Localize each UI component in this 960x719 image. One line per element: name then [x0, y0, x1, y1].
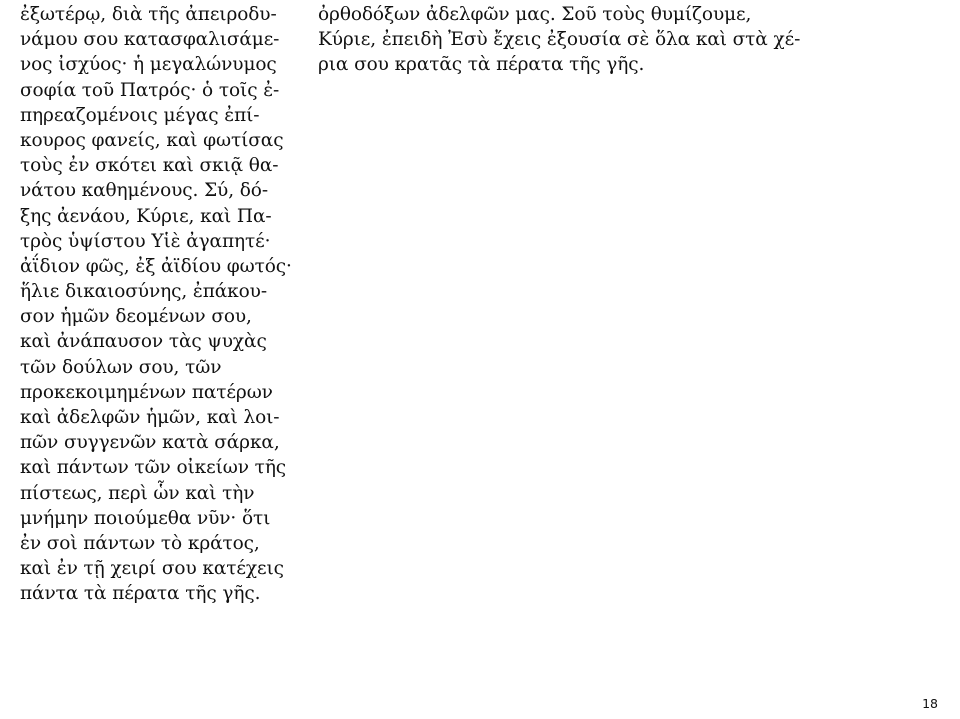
text-line: καὶ ἐν τῇ χειρί σου κατέχεις [20, 558, 284, 580]
page-number: 18 [922, 696, 938, 711]
text-line: ἐξωτέρῳ, διὰ τῆς ἀπειροδυ- [20, 4, 277, 25]
text-line: πίστεως, περὶ ὧν καὶ τὴν [20, 482, 255, 504]
text-line: καὶ ἀνάπαυσον τὰς ψυχὰς [20, 331, 267, 353]
text-line: ἥλιε δικαιοσύνης, ἐπάκου- [20, 281, 267, 303]
text-line: ἀΐδιον φῶς, ἐξ ἀϊδίου φωτός· [20, 255, 292, 277]
text-line: ρια σου κρατᾶς τὰ πέρατα τῆς γῆς. [318, 54, 645, 76]
text-line: σοφία τοῦ Πατρός· ὁ τοῖς ἐ- [20, 79, 280, 101]
text-line: προκεκοιμημένων πατέρων [20, 381, 273, 403]
text-line: τῶν δούλων σου, τῶν [20, 356, 222, 378]
text-line: πάντα τὰ πέρατα τῆς γῆς. [20, 583, 261, 605]
modern-greek-text-column [318, 2, 818, 78]
greek-text-column [20, 2, 320, 607]
text-line: μνήμην ποιούμεθα νῦν· ὅτι [20, 507, 271, 529]
text-line: νάτου καθημένους. Σύ, δό- [20, 180, 268, 202]
text-line: νάμου σου κατασφαλισάμε- [20, 29, 280, 51]
text-line: Κύριε, ἐπειδὴ Ἐσὺ ἔχεις ἐξουσία σὲ ὅλα καὶ στὰ χέ- [318, 29, 801, 51]
text-line: σον ἡμῶν δεομένων σου, [20, 306, 252, 328]
text-line: πηρεαζομένοις μέγας ἐπί- [20, 104, 260, 126]
text-line: κουρος φανείς, καὶ φωτίσας [20, 129, 284, 151]
text-line: καὶ ἀδελφῶν ἡμῶν, καὶ λοι- [20, 407, 280, 428]
text-line: ἐν σοὶ πάντων τὸ κράτος, [20, 532, 260, 554]
text-line: τοὺς ἐν σκότει καὶ σκιᾷ θα- [20, 155, 279, 177]
text-line: τρὸς ὑψίστου Υἱὲ ἀγαπητέ· [20, 230, 271, 252]
text-line: ὀρθοδόξων ἀδελφῶν μας. Σοῦ τοὺς θυμίζουμε, [318, 4, 752, 25]
text-line: νος ἰσχύος· ἡ μεγαλώνυμος [20, 54, 277, 76]
text-line: καὶ πάντων τῶν οἰκείων τῆς [20, 457, 287, 479]
text-line: ξης ἀενάου, Κύριε, καὶ Πα- [20, 205, 272, 227]
text-line: πῶν συγγενῶν κατὰ σάρκα, [20, 432, 280, 454]
